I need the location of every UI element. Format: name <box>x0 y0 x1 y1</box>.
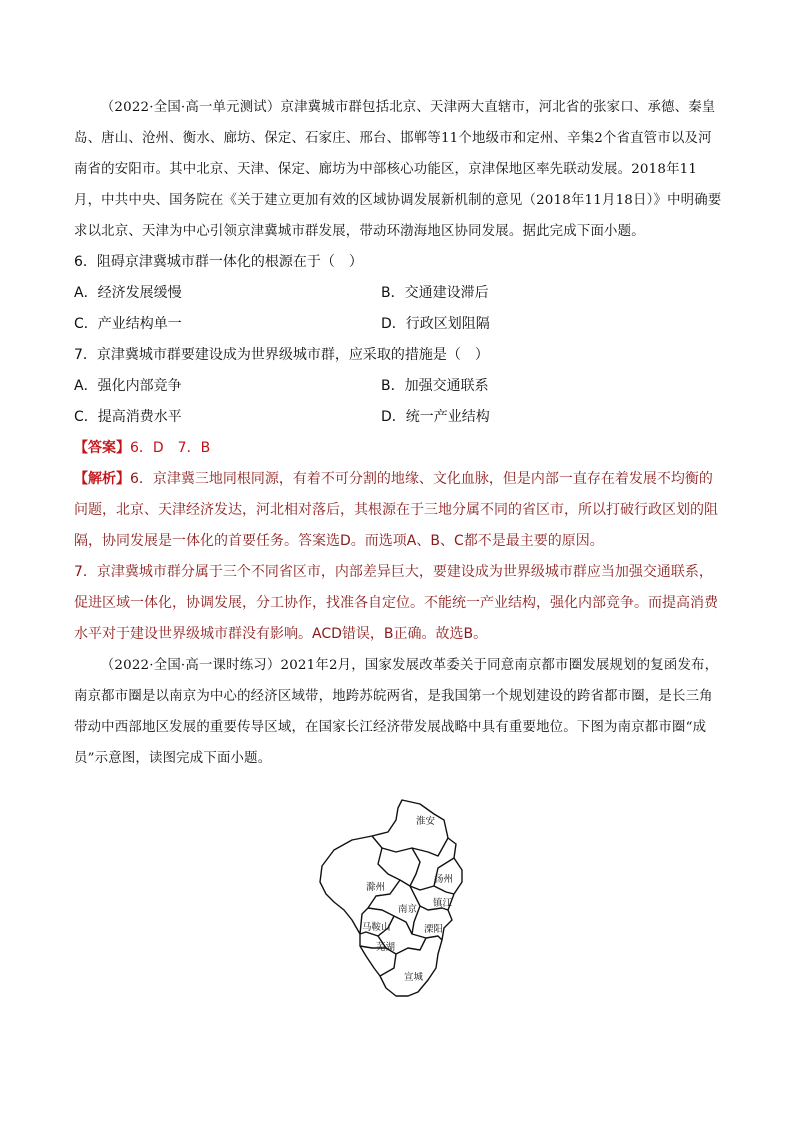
map-label-huaian: 淮安 <box>416 816 436 827</box>
question-7-stem: 7．京津冀城市群要建设成为世界级城市群，应采取的措施是（ ） <box>74 347 489 363</box>
map-label-yangzhou: 扬州 <box>434 874 454 885</box>
question-6-stem: 6．阻碍京津冀城市群一体化的根源在于（ ） <box>74 254 363 270</box>
border-chuzhou-east <box>378 848 410 886</box>
map-label-maanshan: 马鞍山 <box>362 922 391 933</box>
analysis-6 <box>74 464 724 557</box>
map-label-zhenjiang: 镇江 <box>433 898 453 909</box>
map-label-chuzhou: 滁州 <box>366 882 386 893</box>
border-huaian <box>372 836 448 856</box>
map-label-nanjing: 南京 <box>398 904 418 915</box>
q6-option-c: C．产业结构单一 <box>74 316 182 332</box>
q7-option-a: A．强化内部竞争 <box>74 378 182 394</box>
analysis-7: 7．京津冀城市群分属于三个不同省区市，内部差异巨大，要建设成为世界级城市群应当加强交通联系，促进区域一体化，协调发展，分工协作，找准各自定位。不能统一产业结构，强化内部竞争。而提高消费水平对于建设世界级城市群没有影响。ACD错误，B正确。故选B。 <box>74 564 718 642</box>
q6-option-b: B．交通建设滞后 <box>381 285 489 301</box>
border-yangzhou <box>410 848 454 894</box>
q6-option-a: A．经济发展缓慢 <box>74 285 182 301</box>
analysis-6-text: 6．京津冀三地同根同源，有着不可分割的地缘、文化血脉，但是内部一直存在着发展不均衡的问题，北京、天津经济发达，河北相对落后，其根源在于三地分属不同的省区市，所以打破行政区划的阻隔，协同发展是一体化的首要任务。答案选D。而选项A、B、C都不是最主要的原因。 <box>74 471 718 549</box>
q7-option-c: C．提高消费水平 <box>74 409 182 425</box>
question-7-options <box>74 371 724 433</box>
q7-option-d: D．统一产业结构 <box>381 409 490 425</box>
passage-1: （2022·全国·高一单元测试）京津冀城市群包括北京、天津两大直辖市，河北省的张家口、承德、秦皇岛、唐山、沧州、衡水、廊坊、保定、石家庄、邢台、邯郸等11个地级市和定州、辛集2个省直管市以及河南省的安阳市。其中北京、天津、保定、廊坊为中部核心功能区，京津保地区率先联动发展。2018年11月，中共中央、国务院在《关于建立更加有效的区域协调发展新机制的意见（2018年11月18日）》中明确要求以北京、天津为中心引领京津冀城市群发展，带动环渤海地区协同发展。据此完成下面小题。 <box>74 100 722 239</box>
border-xuancheng <box>380 954 396 976</box>
question-6-options <box>74 278 724 340</box>
q7-option-b: B．加强交通联系 <box>381 378 489 394</box>
map-label-xuancheng: 宣城 <box>404 972 424 983</box>
passage-2: （2022·全国·高一课时练习）2021年2月，国家发展改革委关于同意南京都市圈发展规划的复函发布，南京都市圈是以南京为中心的经济区域带，地跨苏皖两省，是我国第一个规划建设的跨省都市圈，是长三角带动中西部地区发展的重要传导区域，在国家长江经济带发展战略中具有重要地位。下图为南京都市圈“成员”示意图，读图完成下面小题。 <box>74 658 719 766</box>
nanjing-metro-map <box>316 798 476 1004</box>
map-label-liyang: 溧阳 <box>424 924 444 935</box>
answer-label: 【答案】 <box>74 440 130 456</box>
answer-line <box>74 433 724 464</box>
map-label-wuhu: 芜湖 <box>376 942 396 953</box>
answer-text: 6．D 7．B <box>130 440 211 456</box>
map-svg <box>316 798 476 1004</box>
analysis-label: 【解析】 <box>74 471 130 487</box>
q6-option-d: D．行政区划阻隔 <box>381 316 490 332</box>
document-body <box>74 92 724 774</box>
